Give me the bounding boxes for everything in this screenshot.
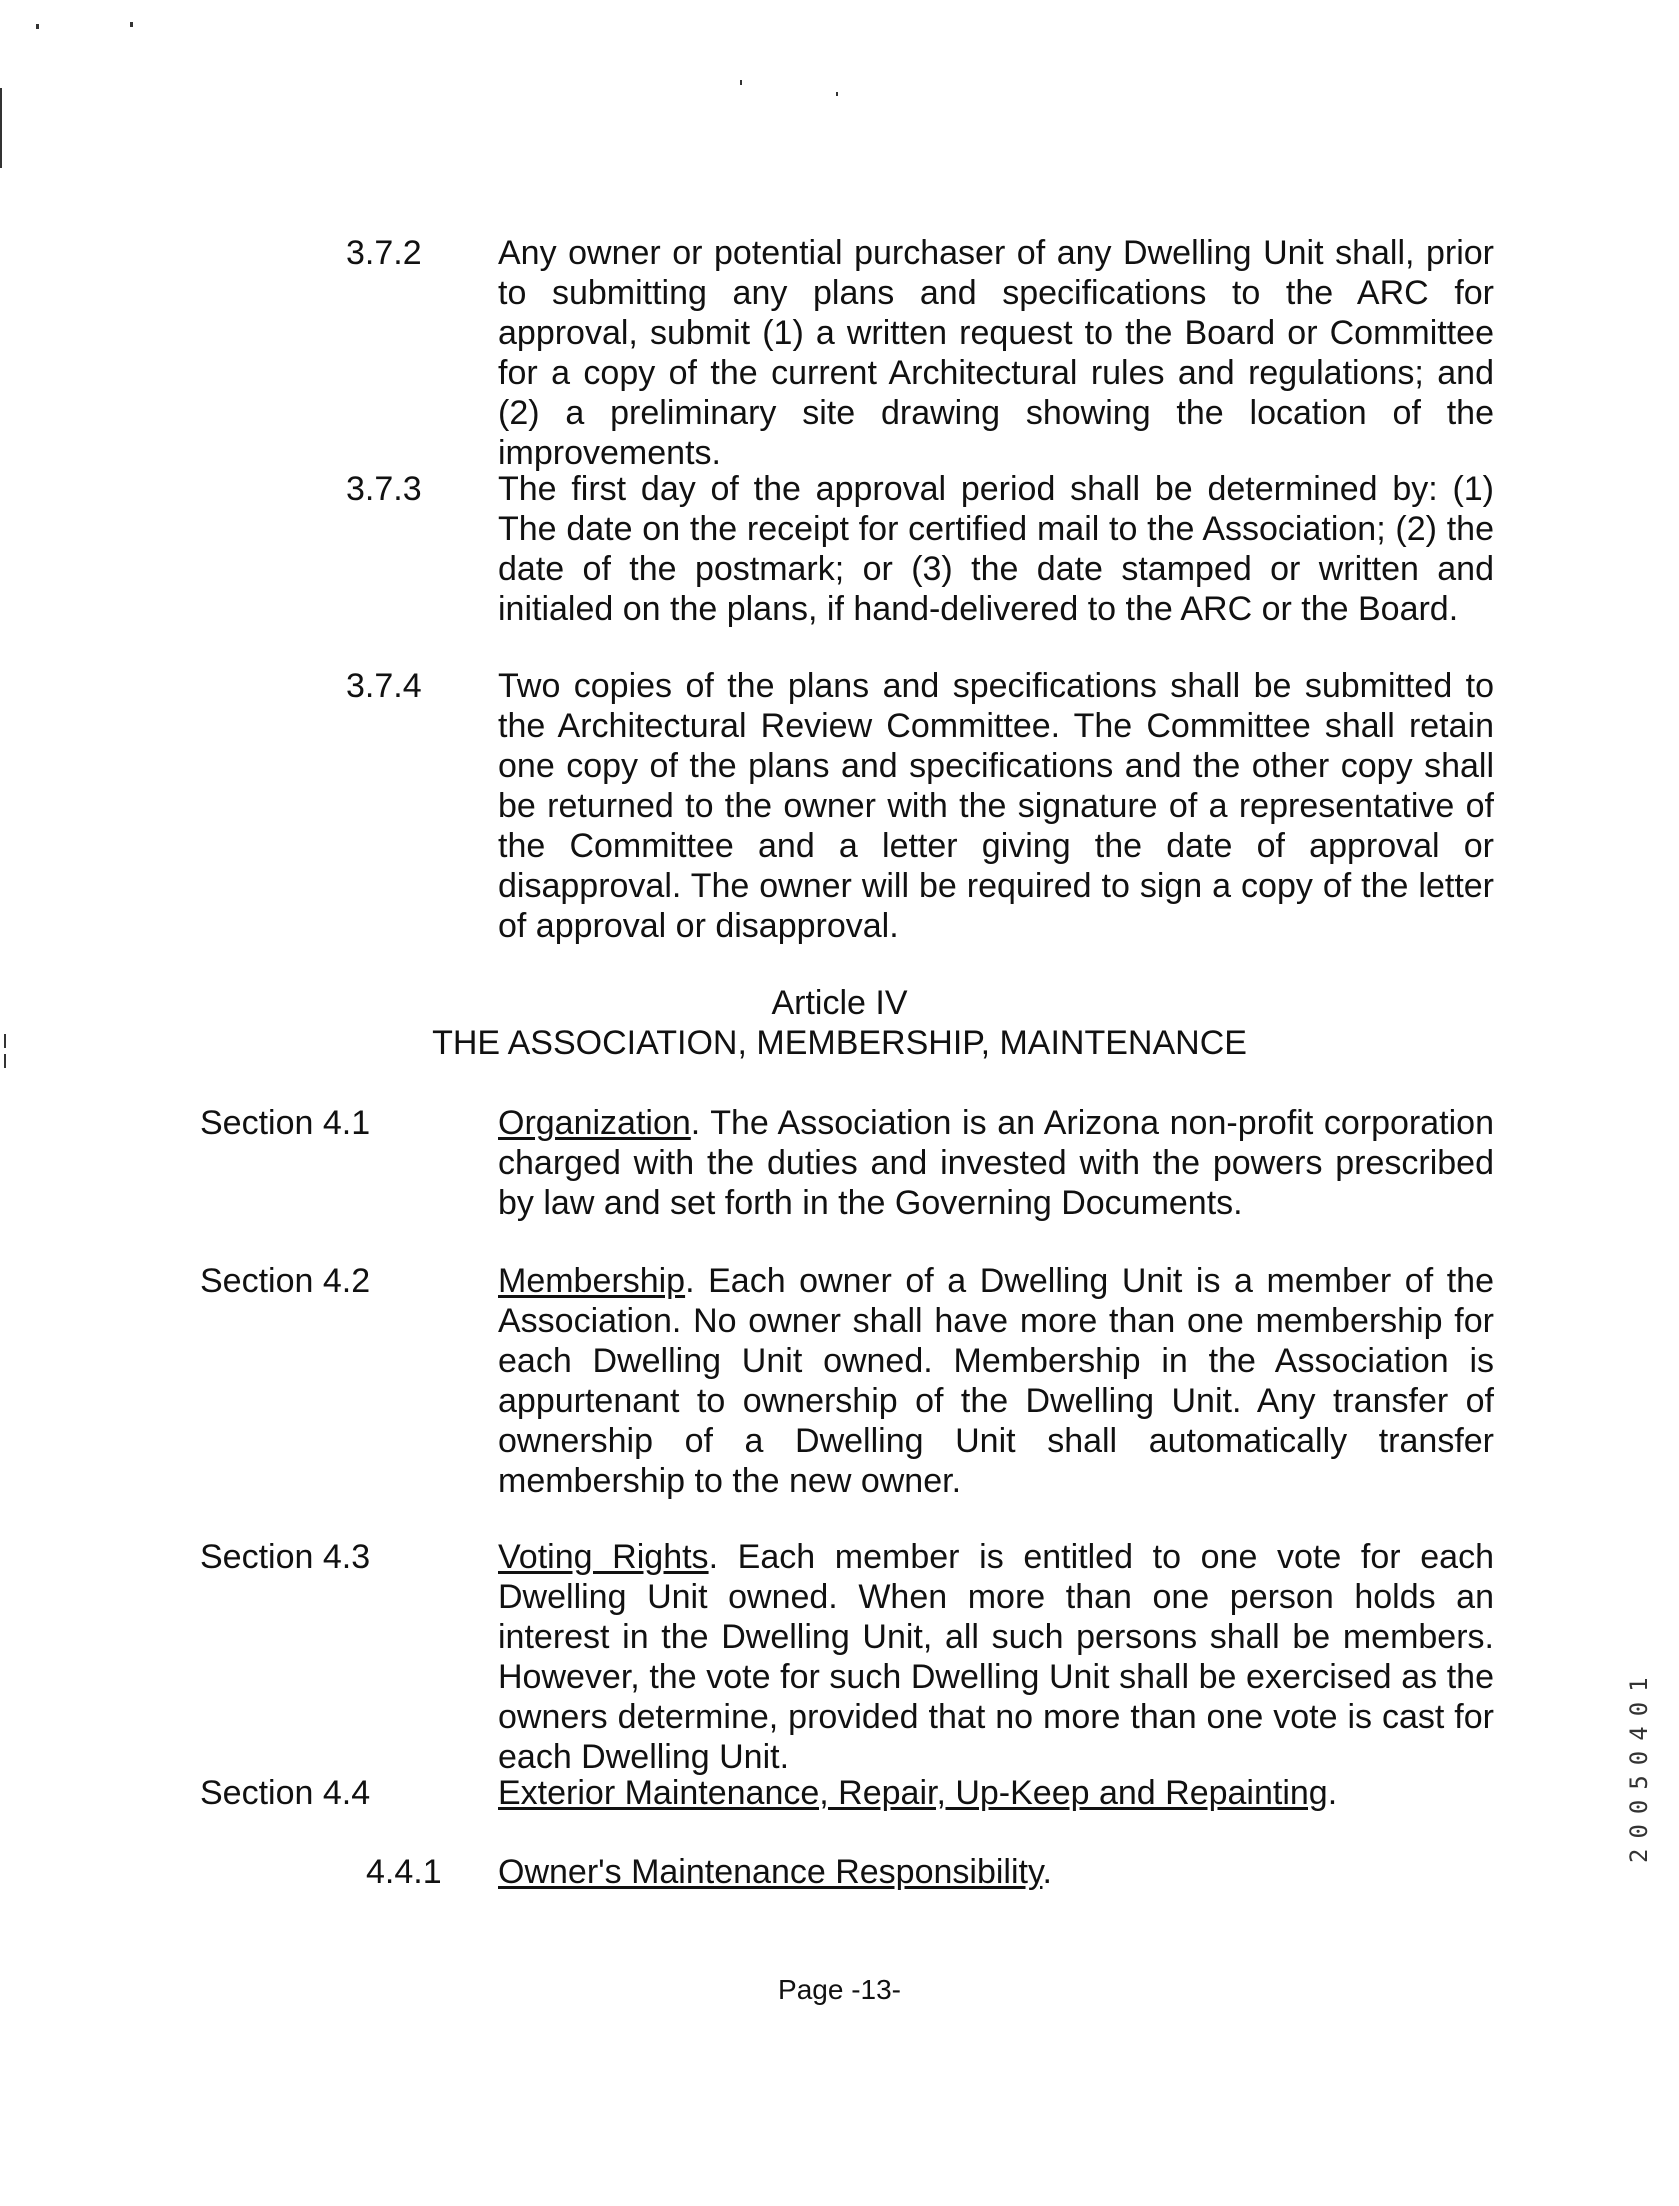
article-label: Article IV bbox=[771, 984, 908, 1022]
section-heading: Voting Rights bbox=[498, 1538, 709, 1576]
section-body bbox=[498, 1261, 1494, 1501]
section-heading: Exterior Maintenance, Repair, Up-Keep and Repainting bbox=[498, 1774, 1328, 1812]
subsection-heading: Owner's Maintenance Responsibility bbox=[498, 1853, 1043, 1891]
article-title: THE ASSOCIATION, MEMBERSHIP, MAINTENANCE bbox=[432, 1024, 1247, 1062]
scan-mark bbox=[130, 22, 133, 27]
section-text: . Each owner of a Dwelling Unit is a member of the Association. No owner shall have more than one membership for each Dwelling Unit owned. Membership in the Association is appurtenant to ownership of the Dwelling Unit. Any transfer of ownership of a Dwelling Unit shall automatically transfer membership to the new owner. bbox=[498, 1262, 1494, 1500]
item-text: The first day of the approval period shall be determined by: (1) The date on the receipt for certified mail to the Association; (2) the date of the postmark; or (3) the date stamped or written and initialed on the plans, if hand-delivered to the ARC or the Board. bbox=[498, 470, 1494, 628]
recording-stamp: 20050401 bbox=[1625, 1667, 1653, 1863]
section-text: . The Association is an Arizona non-profit corporation charged with the duties and invested with the powers prescribed by law and set forth in the Governing Documents. bbox=[498, 1104, 1494, 1222]
scan-mark bbox=[836, 92, 838, 96]
item-number: 3.7.4 bbox=[346, 667, 422, 705]
section-label: Section 4.3 bbox=[200, 1538, 371, 1576]
section-label: Section 4.2 bbox=[200, 1262, 371, 1300]
section-body bbox=[498, 1103, 1494, 1223]
section-body bbox=[498, 1537, 1494, 1777]
item-text: Two copies of the plans and specifications shall be submitted to the Architectural Review Committee. The Committee shall retain one copy of the plans and specifications and the other copy shall be returned to the owner with the signature of a representative of the Committee and a letter giving the date of approval or disapproval. The owner will be required to sign a copy of the letter of approval or disapproval. bbox=[498, 667, 1494, 945]
item-number: 3.7.2 bbox=[346, 234, 422, 272]
section-heading: Organization bbox=[498, 1104, 691, 1142]
section-heading: Membership bbox=[498, 1262, 686, 1300]
item-text: Any owner or potential purchaser of any Dwelling Unit shall, prior to submitting any plans and specifications to the ARC for approval, submit (1) a written request to the Board or Committee for a copy of the current Architectural rules and regulations; and (2) a preliminary site drawing showing the location of the improvements. bbox=[498, 234, 1494, 472]
section-text: . Each member is entitled to one vote for each Dwelling Unit owned. When more than one person holds an interest in the Dwelling Unit, all such persons shall be members. However, the vote for such Dwelling Unit shall be exercised as the owners determine, provided that no more than one vote is cast for each Dwelling Unit. bbox=[498, 1538, 1494, 1776]
subsection-number: 4.4.1 bbox=[366, 1853, 442, 1891]
item-number: 3.7.3 bbox=[346, 470, 422, 508]
section-body bbox=[498, 1773, 1494, 1813]
section-label: Section 4.4 bbox=[200, 1774, 371, 1812]
scan-mark bbox=[0, 88, 2, 168]
scan-mark bbox=[740, 80, 742, 85]
page-number: Page -13- bbox=[778, 1974, 901, 2005]
scan-mark bbox=[36, 24, 39, 29]
section-text: . bbox=[1327, 1774, 1338, 1812]
subsection-body bbox=[498, 1852, 1494, 1892]
section-label: Section 4.1 bbox=[200, 1104, 371, 1142]
subsection-text: . bbox=[1042, 1853, 1052, 1891]
